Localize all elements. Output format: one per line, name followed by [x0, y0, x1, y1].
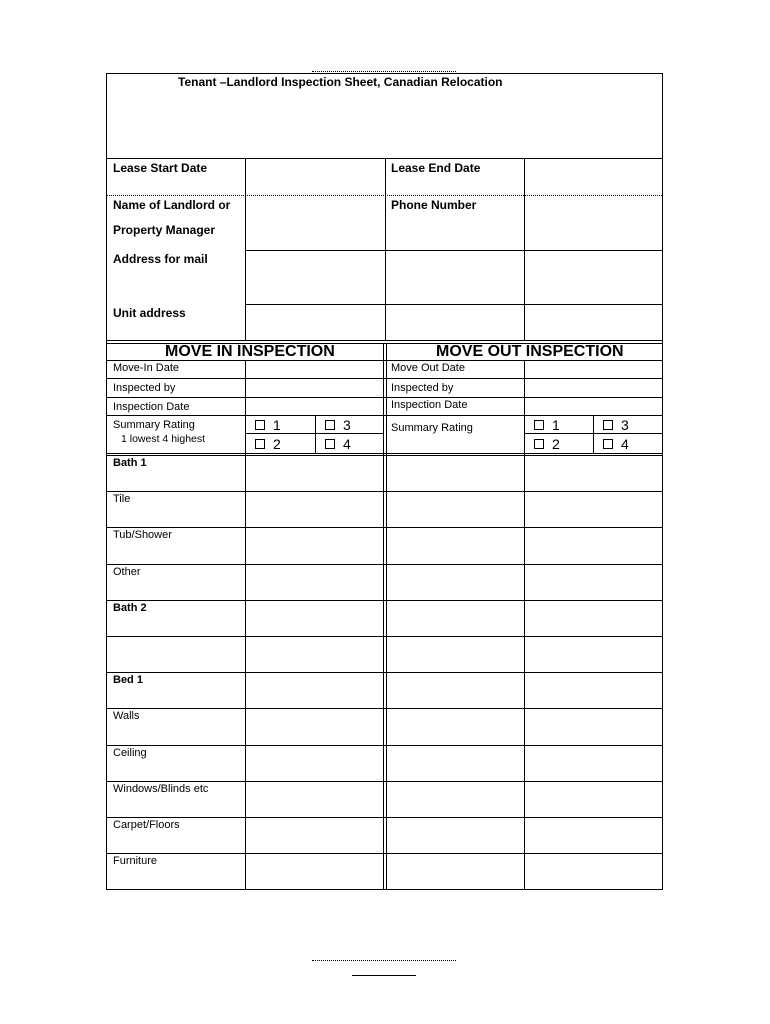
move-in-notes-cell[interactable] — [246, 601, 383, 635]
move-out-rating-4-checkbox[interactable] — [603, 435, 629, 453]
room-label: Tile — [113, 493, 131, 506]
move-out-label-cell[interactable] — [387, 456, 523, 490]
move-in-rating-label: Summary Rating — [113, 419, 195, 431]
top-rule — [312, 71, 456, 72]
move-in-inspection-date-label: Inspection Date — [113, 401, 190, 413]
frame-right — [662, 73, 663, 890]
landlord-name-field[interactable] — [246, 196, 384, 249]
mail-address-label: Address for mail — [113, 252, 208, 266]
move-out-notes-cell[interactable] — [525, 565, 661, 599]
move-out-date-label: Move Out Date — [391, 362, 465, 374]
move-in-inspection-date-field[interactable] — [246, 398, 382, 414]
move-out-inspection-date-field[interactable] — [525, 398, 661, 414]
room-label: Bath 2 — [113, 601, 147, 614]
bottom-rule-short — [352, 975, 416, 976]
move-out-label-cell[interactable] — [387, 854, 523, 888]
rating-value: 4 — [343, 435, 351, 452]
move-out-label-cell[interactable] — [387, 601, 523, 635]
room-label: Windows/Blinds etc — [113, 782, 209, 795]
move-in-notes-cell[interactable] — [246, 709, 383, 743]
checkbox-icon — [325, 420, 335, 430]
lease-start-field[interactable] — [246, 159, 384, 194]
landlord-label-line1: Name of Landlord or — [113, 198, 231, 212]
move-out-notes-cell[interactable] — [525, 637, 661, 671]
rating-value: 3 — [621, 416, 629, 433]
move-in-rating-3-checkbox[interactable] — [325, 416, 351, 434]
move-in-rating-hint: 1 lowest 4 highest — [121, 433, 206, 445]
move-out-notes-cell[interactable] — [525, 673, 661, 707]
move-out-label-cell[interactable] — [387, 709, 523, 743]
rating-value: 2 — [273, 435, 281, 452]
move-out-label-cell[interactable] — [387, 637, 523, 671]
unit-address-label: Unit address — [113, 306, 186, 320]
move-out-label-cell[interactable] — [387, 528, 523, 562]
checkbox-icon — [325, 439, 335, 449]
move-in-notes-cell[interactable] — [246, 565, 383, 599]
room-label: Carpet/Floors — [113, 819, 180, 831]
phone-field[interactable] — [525, 196, 661, 249]
frame-bottom — [106, 889, 662, 890]
move-out-label-cell[interactable] — [387, 492, 523, 526]
room-label: Bath 1 — [113, 457, 147, 469]
move-out-label-cell[interactable] — [387, 565, 523, 599]
mail-address-field[interactable] — [246, 251, 384, 303]
row-line — [106, 453, 662, 454]
move-out-notes-cell[interactable] — [525, 492, 661, 526]
move-in-notes-cell[interactable] — [246, 528, 383, 562]
move-in-notes-cell[interactable] — [246, 818, 383, 852]
move-out-notes-cell[interactable] — [525, 818, 661, 852]
frame-top — [106, 73, 662, 74]
row-line — [106, 415, 662, 416]
checkbox-icon — [534, 439, 544, 449]
room-label: Walls — [113, 710, 140, 723]
col-line — [593, 415, 594, 453]
room-label: Furniture — [113, 855, 158, 868]
lease-end-field[interactable] — [525, 159, 661, 194]
rating-value: 1 — [552, 416, 560, 433]
room-label: Bed 1 — [113, 674, 143, 687]
move-in-date-label: Move-In Date — [113, 362, 180, 374]
lease-start-label: Lease Start Date — [113, 161, 208, 175]
rating-value: 1 — [273, 416, 281, 433]
checkbox-icon — [534, 420, 544, 430]
checkbox-icon — [603, 420, 613, 430]
move-in-notes-cell[interactable] — [246, 456, 383, 490]
checkbox-icon — [255, 439, 265, 449]
move-out-heading: MOVE OUT INSPECTION — [436, 343, 624, 360]
bottom-rule — [312, 960, 456, 961]
move-out-rating-1-checkbox[interactable] — [534, 416, 560, 434]
move-in-notes-cell[interactable] — [246, 492, 383, 526]
move-out-inspected-by-field[interactable] — [525, 379, 661, 396]
move-out-inspection-date-label: Inspection Date — [391, 399, 468, 411]
phone-label: Phone Number — [391, 198, 477, 212]
move-in-date-field[interactable] — [246, 361, 382, 377]
move-in-inspected-by-field[interactable] — [246, 379, 382, 396]
unit-address-field[interactable] — [246, 305, 384, 339]
page-title: Tenant –Landlord Inspection Sheet, Canadian Relocation — [178, 75, 503, 89]
checkbox-icon — [603, 439, 613, 449]
col-line — [315, 415, 316, 453]
move-in-notes-cell[interactable] — [246, 854, 383, 888]
room-label: Ceiling — [113, 746, 147, 759]
move-in-notes-cell[interactable] — [246, 746, 383, 780]
row-line — [106, 340, 662, 341]
move-out-label-cell[interactable] — [387, 746, 523, 780]
move-out-notes-cell[interactable] — [525, 456, 661, 490]
move-out-notes-cell[interactable] — [525, 528, 661, 562]
move-out-notes-cell[interactable] — [525, 854, 661, 888]
move-in-notes-cell[interactable] — [246, 673, 383, 707]
move-in-rating-2-checkbox[interactable] — [255, 435, 281, 453]
move-out-rating-2-checkbox[interactable] — [534, 435, 560, 453]
move-in-rating-1-checkbox[interactable] — [255, 416, 281, 434]
col-line — [383, 343, 384, 890]
move-out-label-cell[interactable] — [387, 818, 523, 852]
room-label: Tub/Shower — [113, 529, 172, 542]
move-out-label-cell[interactable] — [387, 673, 523, 707]
move-out-rating-label: Summary Rating — [391, 422, 473, 434]
move-out-notes-cell[interactable] — [525, 782, 661, 816]
rating-value: 2 — [552, 435, 560, 452]
checkbox-icon — [255, 420, 265, 430]
rating-value: 3 — [343, 416, 351, 433]
move-in-heading: MOVE IN INSPECTION — [165, 343, 335, 360]
move-in-notes-cell[interactable] — [246, 637, 383, 671]
landlord-label-line2: Property Manager — [113, 223, 216, 237]
move-out-label-cell[interactable] — [387, 782, 523, 816]
room-label: Other — [113, 565, 141, 578]
move-in-rating-4-checkbox[interactable] — [325, 435, 351, 453]
move-out-inspected-by-label: Inspected by — [391, 382, 454, 394]
rating-value: 4 — [621, 435, 629, 452]
move-in-inspected-by-label: Inspected by — [113, 382, 176, 394]
move-out-notes-cell[interactable] — [525, 709, 661, 743]
col-line — [385, 158, 386, 340]
lease-end-label: Lease End Date — [391, 161, 481, 175]
move-out-notes-cell[interactable] — [525, 601, 661, 635]
move-out-rating-3-checkbox[interactable] — [603, 416, 629, 434]
move-out-notes-cell[interactable] — [525, 746, 661, 780]
move-out-date-field[interactable] — [525, 361, 661, 377]
move-in-notes-cell[interactable] — [246, 782, 383, 816]
